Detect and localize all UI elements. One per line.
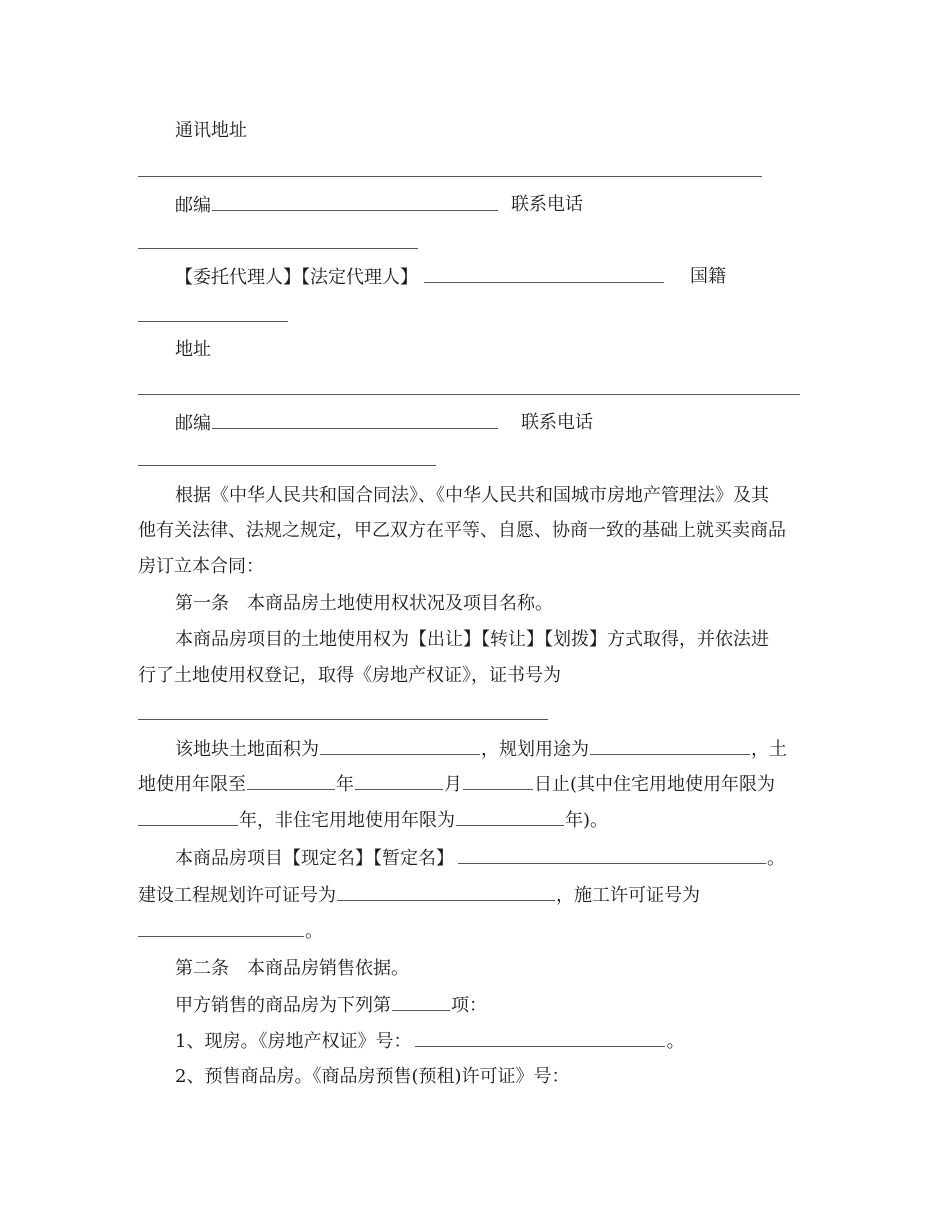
land-area-trail: ，土 [751, 739, 787, 760]
residential-years-blank [138, 809, 238, 826]
land-area-row [175, 738, 787, 761]
item-1-label: 1、现房。《房地产权证》号： [175, 1031, 412, 1052]
agent-blank [424, 266, 664, 283]
nationality-line [138, 321, 288, 322]
postcode-blank [212, 194, 498, 211]
article-1-p1-line-2: 行了土地使用权登记，取得《房地产权证》，证书号为 [138, 665, 561, 686]
postcode-label: 邮编 [175, 195, 211, 216]
preamble-line-3: 房订立本合同： [138, 556, 264, 577]
certificate-number-line [138, 719, 548, 720]
article-2-intro-end: 项： [451, 995, 487, 1016]
article-2-item-1 [175, 1030, 684, 1053]
phone-line [138, 248, 418, 249]
article-2-item-2: 2、预售商品房。《商品房预售(预租)许可证》号： [175, 1066, 570, 1087]
permit-row [138, 884, 700, 907]
item-1-blank [415, 1030, 665, 1047]
term-day-label: 日止(其中住宅用地使用年限为 [534, 774, 776, 795]
term-year-blank [247, 773, 335, 790]
term-year-label: 年 [336, 774, 354, 795]
land-term-label: 地使用年限至 [138, 774, 246, 795]
agent-postcode-label: 邮编 [175, 413, 211, 434]
residential-years-label: 年，非住宅用地使用年限为 [239, 810, 455, 831]
agent-label: 【委托代理人】【法定代理人】 [175, 267, 418, 288]
agent-address-line [138, 394, 800, 395]
mailing-address-label: 通讯地址 [175, 120, 247, 141]
mailing-address-line [138, 176, 762, 177]
preamble-line-1: 根据《中华人民共和国合同法》、《中华人民共和国城市房地产管理法》及其 [175, 485, 769, 506]
agent-postcode-blank [212, 412, 498, 429]
land-area-blank [320, 738, 480, 755]
phone-label: 联系电话 [511, 194, 583, 215]
land-use-blank [590, 738, 750, 755]
land-term-row [138, 773, 775, 796]
item-choice-blank [392, 994, 450, 1011]
construction-permit-blank [138, 920, 304, 937]
land-area-label: 该地块土地面积为 [175, 739, 319, 760]
agent-postcode-row [175, 412, 499, 435]
non-residential-years-blank [456, 809, 564, 826]
term-day-blank [463, 773, 533, 790]
construction-permit-label: ，施工许可证号为 [556, 885, 700, 906]
term-month-label: 月 [444, 774, 462, 795]
article-2-intro-label: 甲方销售的商品房为下列第 [175, 995, 391, 1016]
preamble-line-2: 他有关法律、法规之规定，甲乙双方在平等、自愿、协商一致的基础上就买卖商品 [138, 520, 786, 541]
article-2-title: 第二条 本商品房销售依据。 [175, 958, 409, 979]
agent-phone-label: 联系电话 [521, 412, 593, 433]
planning-permit-blank [337, 884, 555, 901]
article-2-intro [175, 994, 487, 1017]
non-residential-years-end: 年)。 [565, 810, 609, 831]
agent-row [175, 266, 665, 289]
project-name-label: 本商品房项目【现定名】【暂定名】 [175, 848, 454, 869]
term-month-blank [355, 773, 443, 790]
project-name-end: 。 [767, 848, 785, 869]
agent-address-label: 地址 [175, 339, 211, 360]
item-1-end: 。 [666, 1031, 685, 1052]
land-use-label: ，规划用途为 [481, 739, 589, 760]
construction-permit-row [138, 920, 323, 943]
planning-permit-label: 建设工程规划许可证号为 [138, 885, 336, 906]
agent-phone-line [138, 465, 436, 466]
land-term-row-2 [138, 809, 608, 832]
article-1-p1-line-1: 本商品房项目的土地使用权为【出让】【转让】【划拨】方式取得，并依法进 [175, 629, 769, 650]
construction-permit-end: 。 [305, 921, 323, 942]
postcode-row [175, 194, 499, 217]
article-1-title: 第一条 本商品房土地使用权状况及项目名称。 [175, 593, 553, 614]
project-name-blank [458, 847, 766, 864]
nationality-label: 国籍 [690, 266, 726, 287]
project-name-row [175, 847, 785, 870]
